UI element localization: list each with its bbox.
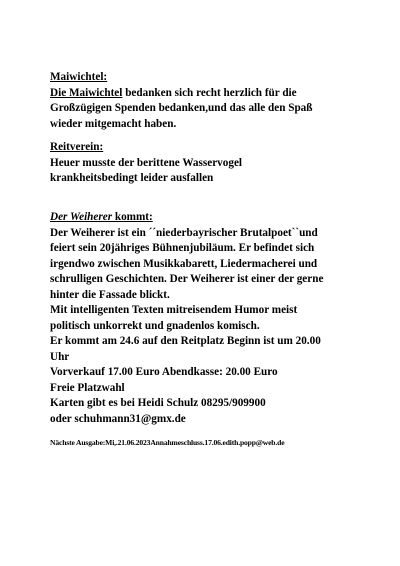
weiherer-line: feiert sein 20jähriges Bühnenjubiläum. Er befindet sich (50, 242, 315, 254)
weiherer-line: Vorverkauf 17.00 Euro Abendkasse: 20.00 Euro (50, 366, 278, 378)
weiherer-line: politisch unkorrekt und gnadenlos komisch. (50, 319, 260, 332)
weiherer-line: Freie Platzwahl (50, 381, 125, 394)
weiherer-heading-rest: kommt: (112, 211, 153, 223)
weiherer-line: irgendwo zwischen Musikkabarett, Liedermacherei und (50, 257, 318, 270)
weiherer-line: Der Weiherer ist ein ´´niederbayrischer Brutalpoet``und (50, 226, 318, 239)
maiwichtel-heading: Maiwichtel: (50, 71, 108, 83)
weiherer-line: Mit intelligenten Texten mitreisendem Humor meist (50, 304, 298, 316)
maiwichtel-section (50, 70, 380, 132)
weiherer-contact-email: oder schuhmann31@gmx.de (50, 412, 186, 425)
weiherer-heading-name: Der Weiherer (50, 211, 113, 223)
weiherer-line: Karten gibt es bei Heidi Schulz 08295/909900 (50, 397, 266, 409)
maiwichtel-line-2: Großzügigen Spenden bedanken,und das alle den Spaß (50, 102, 313, 114)
maiwichtel-line-1-rest: bedanken sich recht herzlich für die (122, 86, 297, 99)
footer-next-issue: Nächste Ausgabe:Mi,.21.06.2023Annahmeschluss.17.06.edith.popp@web.de (50, 438, 285, 447)
reitverein-heading: Reitverein: (50, 141, 104, 153)
maiwichtel-line-1 (50, 86, 380, 102)
weiherer-line: Er kommt am 24.6 auf den Reitplatz Beginn ist um 20.00 (50, 335, 321, 347)
reitverein-line-2: krankheitsbedingt leider ausfallen (50, 172, 214, 184)
reitverein-section (50, 140, 380, 187)
weiherer-heading (50, 210, 380, 226)
maiwichtel-name: Die Maiwichtel (50, 86, 123, 99)
maiwichtel-line-3: wieder mitgemacht haben. (50, 117, 177, 130)
weiherer-line: Uhr (50, 350, 70, 363)
reitverein-line-1: Heuer musste der berittene Wasservogel (50, 156, 243, 169)
weiherer-line: hinter die Fassade blickt. (50, 288, 170, 301)
weiherer-line: schrulligen Geschichten. Der Weiherer ist einer der gerne (50, 273, 324, 285)
weiherer-section (50, 210, 380, 427)
